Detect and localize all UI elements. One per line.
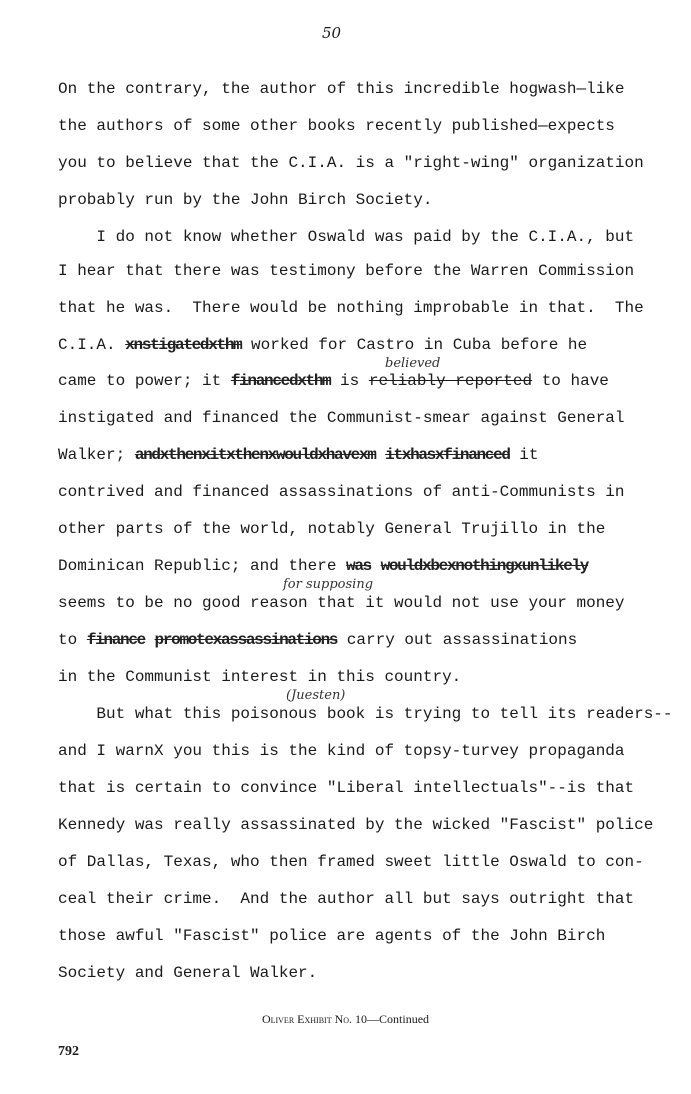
text-segment: instigated and financed the Communist-smear against General (58, 409, 625, 427)
text-segment: is (330, 372, 369, 390)
text-segment: that he was. There would be nothing improbable in that. The (58, 299, 644, 317)
text-segment: Kennedy was really assassinated by the wicked "Fascist" police (58, 816, 654, 834)
struck-text: reliably reported (368, 372, 533, 390)
text-segment: On the contrary, the author of this incredible hogwash—like (58, 80, 625, 98)
struck-text: was (346, 557, 371, 575)
text-line (58, 631, 577, 649)
struck-text: andxthenxitxthenxwouldxhavexm (134, 446, 376, 464)
text-line (58, 117, 615, 135)
text-line (58, 409, 625, 427)
text-segment: to (58, 631, 87, 649)
text-line (58, 299, 644, 317)
text-line (58, 483, 625, 501)
text-segment (376, 446, 386, 464)
exhibit-caption (0, 1012, 691, 1027)
text-segment: it (509, 446, 539, 464)
text-line (58, 594, 625, 612)
text-line (58, 446, 539, 464)
handwritten-annotation: believed (385, 356, 441, 371)
text-segment: came to power; it (58, 372, 231, 390)
text-segment: that is certain to convince "Liberal intellectuals"--is that (58, 779, 635, 797)
text-segment: seems to be no good reason that it would not use your money (58, 594, 625, 612)
text-line (58, 779, 634, 797)
struck-text: xnstigatedxthm (125, 336, 242, 354)
text-line (58, 228, 634, 246)
text-line (58, 668, 461, 686)
text-segment: But what this poisonous book is trying to tell its readers-- (58, 705, 673, 723)
struck-text: promotexassassinations (154, 631, 338, 649)
text-segment (145, 631, 155, 649)
text-line (58, 557, 588, 575)
text-line (58, 705, 673, 723)
text-line (58, 154, 644, 172)
text-segment: you to believe that the C.I.A. is a "right-wing" organization (58, 154, 644, 172)
exhibit-label: Oliver Exhibit No. 10 (261, 1012, 368, 1026)
text-segment: worked for Castro in Cuba before he (241, 336, 588, 354)
text-line (58, 191, 432, 209)
text-line (58, 372, 609, 390)
page-number: 792 (58, 1044, 79, 1059)
struck-text: wouldxbexnothingxunlikely (380, 557, 589, 575)
text-line (58, 816, 653, 834)
text-segment: carry out assassinations (337, 631, 578, 649)
text-segment: to have (532, 372, 609, 390)
exhibit-suffix: —Continued (367, 1012, 430, 1026)
text-line (58, 853, 644, 871)
text-line (58, 890, 634, 908)
text-segment: other parts of the world, notably General Trujillo in the (58, 520, 606, 538)
struck-text: itxhasxfinanced (385, 446, 510, 464)
text-line (58, 520, 605, 538)
text-line (58, 964, 317, 982)
text-segment: in the Communist interest in this country. (58, 668, 462, 686)
struck-text: finance (86, 631, 145, 649)
text-line (58, 336, 587, 354)
text-segment: I hear that there was testimony before the Warren Commission (58, 262, 635, 280)
text-segment: probably run by the John Birch Society. (58, 191, 433, 209)
text-segment: of Dallas, Texas, who then framed sweet little Oswald to con- (58, 853, 644, 871)
text-segment: those awful "Fascist" police are agents of the John Birch (58, 927, 606, 945)
text-line (58, 80, 625, 98)
struck-text: financedxthm (230, 372, 331, 390)
text-segment: contrived and financed assassinations of anti-Communists in (58, 483, 625, 501)
text-segment: and I warnX you this is the kind of topsy-turvey propaganda (58, 742, 625, 760)
handwritten-page-mark: 50 (322, 24, 342, 42)
handwritten-annotation: for supposing (283, 577, 374, 592)
text-segment: the authors of some other books recently published—expects (58, 117, 615, 135)
text-segment: I do not know whether Oswald was paid by the C.I.A., but (58, 228, 635, 246)
text-segment: Dominican Republic; and there (58, 557, 347, 575)
text-segment: C.I.A. (58, 336, 126, 354)
text-line (58, 742, 625, 760)
text-line (58, 262, 634, 280)
text-segment: Society and General Walker. (58, 964, 318, 982)
text-segment (371, 557, 381, 575)
text-segment: ceal their crime. And the author all but says outright that (58, 890, 635, 908)
text-segment: Walker; (58, 446, 135, 464)
handwritten-annotation: (Juesten) (286, 688, 346, 703)
text-line (58, 927, 605, 945)
